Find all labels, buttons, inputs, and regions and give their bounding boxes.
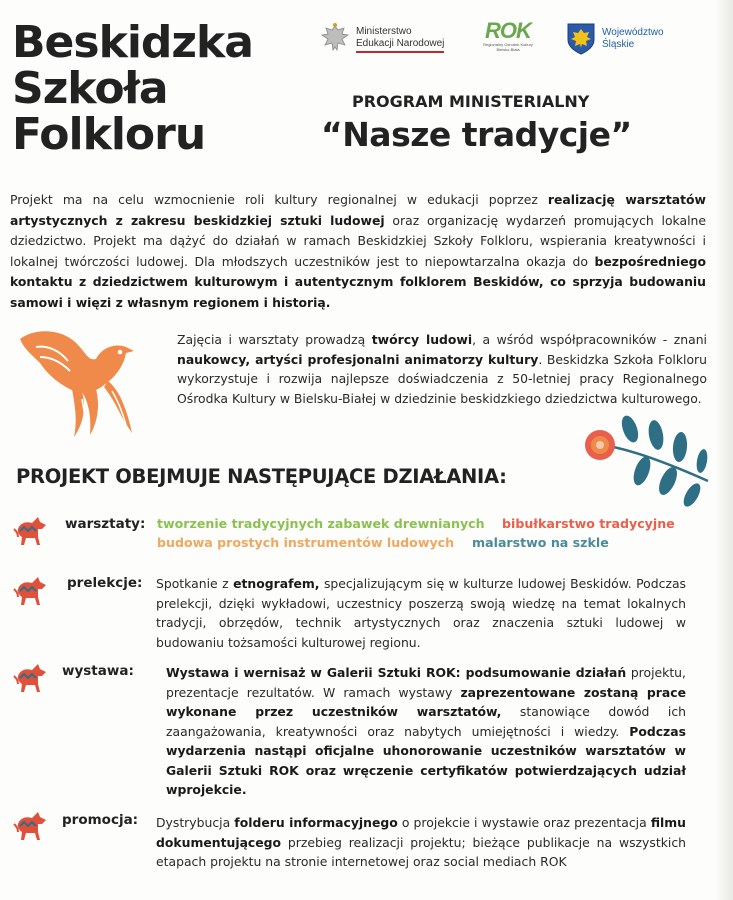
bird-illustration bbox=[16, 325, 140, 445]
activity-label-prelekcje: prelekcje: bbox=[67, 575, 143, 591]
horse-icon bbox=[12, 808, 50, 846]
rok-logo-subtitle: Regionalny Ośrodek Kultury Bielsko-Biała bbox=[483, 42, 533, 52]
activity-text-wystawa: Wystawa i wernisaż w Galerii Sztuki ROK: podsumowanie działań projektu, prezentacje rezultatów. W ramach wystawy zaprezentowane zostaną prace wykonane przez uczestników warsztatów, stanowiące dowód ich zaangażowania, kreatywności oraz nabytych umiejętności i wiedzy. Podczas wydarzenia nastąpi oficjalne uhonorowanie uczestników warsztatów w Galerii Sztuki ROK oraz wręczenie certyfikatów potwierdzających udział wprojekcie. bbox=[166, 665, 686, 797]
rok-logo-word: ROK bbox=[485, 18, 531, 43]
workshop-item: tworzenie tradycyjnych zabawek drewnianych bbox=[157, 516, 485, 531]
program-label: PROGRAM MINISTERIALNY bbox=[352, 92, 590, 111]
slask-logo-text: Województwo Śląskie bbox=[602, 27, 664, 50]
eagle-emblem-icon bbox=[320, 22, 350, 56]
activities-heading: PROJEKT OBEJMUJE NASTĘPUJĄCE DZIAŁANIA: bbox=[16, 465, 507, 488]
intro-paragraph: Projekt ma na celu wzmocnienie roli kultury regionalnej w edukacji poprzez realizację warsztatów artystycznych z zakresu beskidzkiej sztuki ludowej oraz organizację wydarzeń promujących lokalne dziedzictwo. Projekt ma dążyć do działań w ramach Beskidzkiej Szkoły Folkloru, wspierania kreatywności i lokalnej twórczości ludowej. Dla młodszych uczestników jest to niepowtarzalna okazja do bezpośredniego kontaktu z dziedzictwem kulturowym i autentycznym folklorem Beskidów, co sprzyja budowaniu samowi i więzi z własnym regionem i historią. bbox=[10, 192, 706, 310]
page-edge-shadow bbox=[715, 0, 733, 900]
slask-logo bbox=[566, 22, 664, 56]
collaborators-paragraph: Zajęcia i warsztaty prowadzą twórcy ludowi, a wśród współpracowników - znani naukowcy, artyści profesjonalni animatorzy kultury. Beskidzka Szkoła Folkloru wykorzystuje i rozwija najlepsze doświadczenia z 50-letniej pracy Regionalnego Ośrodka Kultury w Bielsku-Białej w dziedzinie beskidzkiego dziedzictwa kulturowego. bbox=[177, 332, 707, 406]
men-logo-text: Ministerstwo Edukacji Narodowej bbox=[356, 26, 444, 53]
title-line: Beskidzka bbox=[12, 17, 253, 68]
activity-text-prelekcje: Spotkanie z etnografem, specjalizującym się w kulturze ludowej Beskidów. Podczas prelekcji, dzięki wykładowi, uczestnicy poszerzą swoją wiedzę na temat lokalnych tradycji, obrzędów, technik artystycznych oraz znaczenia sztuki ludowej w budowaniu tożsamości kulturowej regionu. bbox=[156, 576, 686, 650]
activity-text-promocja: Dystrybucja folderu informacyjnego o projekcie i wystawie oraz prezentacja filmu dokumentującego przebieg realizacji projektu; bieżące publikacje na wszystkich etapach projektu na stronie internetowej oraz social mediach ROK bbox=[156, 815, 686, 869]
activity-label-promocja: promocja: bbox=[62, 812, 139, 828]
sponsor-logos bbox=[320, 18, 720, 66]
activity-label-wystawa: wystawa: bbox=[62, 663, 134, 679]
page-title bbox=[12, 17, 253, 160]
title-line: Folkloru bbox=[12, 109, 206, 160]
title-line: Szkoła bbox=[12, 63, 168, 114]
horse-icon bbox=[12, 660, 50, 698]
workshop-item: budowa prostych instrumentów ludowych bbox=[157, 535, 455, 550]
workshop-item: bibułkarstwo tradycyjne bbox=[502, 516, 675, 531]
floral-branch-illustration bbox=[582, 415, 712, 515]
activity-label-warsztaty: warsztaty: bbox=[65, 516, 146, 532]
coat-of-arms-icon bbox=[566, 22, 596, 56]
workshop-item: malarstwo na szkle bbox=[472, 535, 609, 550]
program-name: “Nasze tradycje” bbox=[321, 115, 632, 154]
horse-icon bbox=[12, 573, 50, 611]
men-logo bbox=[320, 22, 444, 56]
horse-icon bbox=[12, 513, 50, 551]
rok-logo bbox=[478, 20, 538, 52]
